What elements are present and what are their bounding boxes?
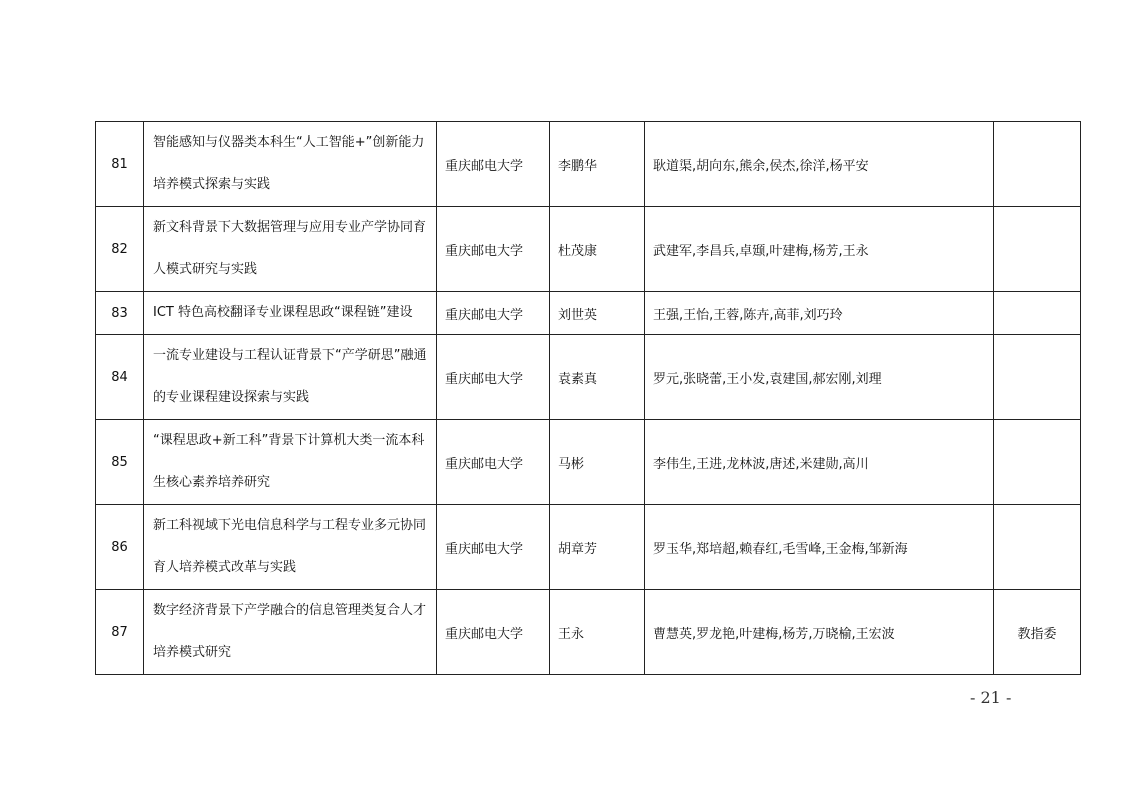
project-leader: 袁素真	[550, 335, 645, 420]
row-number: 84	[96, 335, 144, 420]
team-members: 王强,王怡,王蓉,陈卉,高菲,刘巧玲	[645, 292, 994, 335]
team-members: 罗玉华,郑培超,赖春红,毛雪峰,王金梅,邹新海	[645, 505, 994, 590]
row-number: 86	[96, 505, 144, 590]
project-title: 数字经济背景下产学融合的信息管理类复合人才培养模式研究	[144, 590, 437, 675]
institution: 重庆邮电大学	[437, 207, 550, 292]
row-number: 87	[96, 590, 144, 675]
team-members: 耿道渠,胡向东,熊余,侯杰,徐洋,杨平安	[645, 122, 994, 207]
table-row	[96, 505, 1081, 590]
row-number: 82	[96, 207, 144, 292]
remark	[994, 420, 1081, 505]
project-title: 一流专业建设与工程认证背景下“产学研思”融通的专业课程建设探索与实践	[144, 335, 437, 420]
project-leader: 胡章芳	[550, 505, 645, 590]
project-title: 智能感知与仪器类本科生“人工智能+”创新能力培养模式探索与实践	[144, 122, 437, 207]
table-row	[96, 420, 1081, 505]
institution: 重庆邮电大学	[437, 335, 550, 420]
team-members: 曹慧英,罗龙艳,叶建梅,杨芳,万晓榆,王宏波	[645, 590, 994, 675]
institution: 重庆邮电大学	[437, 122, 550, 207]
project-title: 新工科视域下光电信息科学与工程专业多元协同育人培养模式改革与实践	[144, 505, 437, 590]
remark	[994, 335, 1081, 420]
table-row	[96, 122, 1081, 207]
institution: 重庆邮电大学	[437, 590, 550, 675]
project-leader: 刘世英	[550, 292, 645, 335]
project-leader: 杜茂康	[550, 207, 645, 292]
project-leader: 李鹏华	[550, 122, 645, 207]
institution: 重庆邮电大学	[437, 292, 550, 335]
project-title: “课程思政+新工科”背景下计算机大类一流本科生核心素养培养研究	[144, 420, 437, 505]
team-members: 李伟生,王进,龙林波,唐述,米建勋,高川	[645, 420, 994, 505]
remark	[994, 292, 1081, 335]
table-row	[96, 292, 1081, 335]
table-row	[96, 590, 1081, 675]
remark	[994, 505, 1081, 590]
remark	[994, 207, 1081, 292]
team-members: 罗元,张晓蕾,王小发,袁建国,郝宏刚,刘理	[645, 335, 994, 420]
projects-table	[95, 121, 1081, 675]
project-title: 新文科背景下大数据管理与应用专业产学协同育人模式研究与实践	[144, 207, 437, 292]
team-members: 武建军,李昌兵,卓颋,叶建梅,杨芳,王永	[645, 207, 994, 292]
remark	[994, 122, 1081, 207]
institution: 重庆邮电大学	[437, 420, 550, 505]
table-row	[96, 207, 1081, 292]
project-leader: 马彬	[550, 420, 645, 505]
project-leader: 王永	[550, 590, 645, 675]
project-title: ICT 特色高校翻译专业课程思政“课程链”建设	[144, 292, 437, 335]
row-number: 85	[96, 420, 144, 505]
page-number: - 21 -	[970, 688, 1012, 707]
row-number: 83	[96, 292, 144, 335]
remark: 教指委	[994, 590, 1081, 675]
row-number: 81	[96, 122, 144, 207]
institution: 重庆邮电大学	[437, 505, 550, 590]
table-row	[96, 335, 1081, 420]
